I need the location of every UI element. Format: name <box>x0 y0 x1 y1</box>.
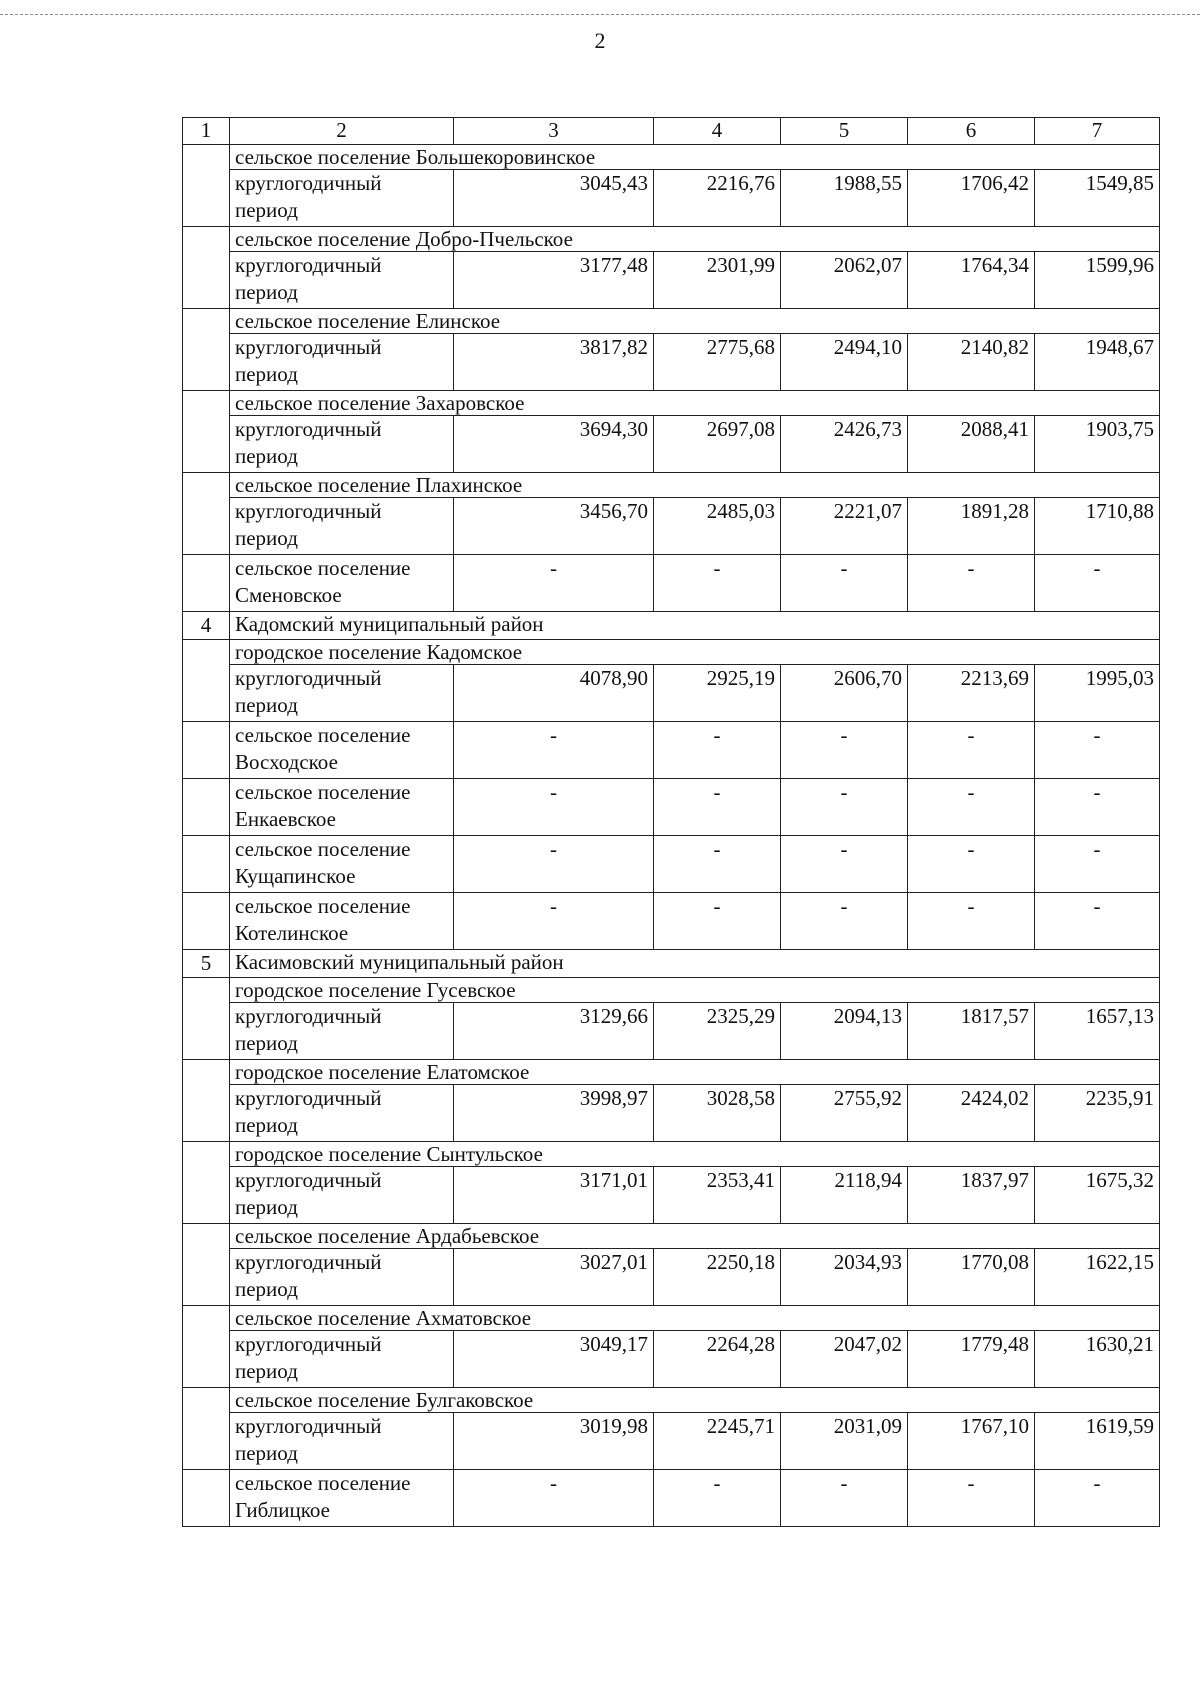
row-number-cell <box>183 391 230 473</box>
row-number-cell <box>183 1060 230 1142</box>
value-cell: 1657,13 <box>1035 1003 1160 1060</box>
settlement-title-row <box>183 227 1160 252</box>
value-cell: 2325,29 <box>654 1003 781 1060</box>
period-label: круглогодичный период <box>230 334 454 391</box>
value-cell: 2494,10 <box>781 334 908 391</box>
period-label: круглогодичный период <box>230 1085 454 1142</box>
settlement-name: сельское поселение Восходское <box>230 722 454 779</box>
value-cell: - <box>1035 722 1160 779</box>
settlement-name: городское поселение Кадомское <box>230 640 1160 665</box>
row-number-cell <box>183 227 230 309</box>
value-cell: - <box>654 836 781 893</box>
value-cell: 1891,28 <box>908 498 1035 555</box>
value-cell: 2424,02 <box>908 1085 1035 1142</box>
value-cell: 3049,17 <box>454 1331 654 1388</box>
settlement-name: городское поселение Сынтульское <box>230 1142 1160 1167</box>
row-number-cell <box>183 1224 230 1306</box>
value-cell: 3817,82 <box>454 334 654 391</box>
settlement-title-row <box>183 1306 1160 1331</box>
value-cell: 3027,01 <box>454 1249 654 1306</box>
value-cell: 2301,99 <box>654 252 781 309</box>
value-cell: 3019,98 <box>454 1413 654 1470</box>
tariff-table <box>182 117 1160 1527</box>
row-number-cell <box>183 473 230 555</box>
value-cell: - <box>781 1470 908 1527</box>
tariff-values-row <box>183 1167 1160 1224</box>
value-cell: - <box>654 555 781 612</box>
value-cell: 1767,10 <box>908 1413 1035 1470</box>
tariff-values-row <box>183 1331 1160 1388</box>
value-cell: 2755,92 <box>781 1085 908 1142</box>
tariff-values-row <box>183 334 1160 391</box>
value-cell: 1622,15 <box>1035 1249 1160 1306</box>
value-cell: 1706,42 <box>908 170 1035 227</box>
settlement-title-row <box>183 1388 1160 1413</box>
value-cell: 2118,94 <box>781 1167 908 1224</box>
column-header: 2 <box>230 118 454 145</box>
value-cell: 2221,07 <box>781 498 908 555</box>
row-number-cell <box>183 145 230 227</box>
value-cell: 2216,76 <box>654 170 781 227</box>
tariff-values-row <box>183 1003 1160 1060</box>
settlement-name: сельское поселение Сменовское <box>230 555 454 612</box>
value-cell: 1948,67 <box>1035 334 1160 391</box>
value-cell: 1630,21 <box>1035 1331 1160 1388</box>
value-cell: - <box>454 893 654 950</box>
value-cell: 2925,19 <box>654 665 781 722</box>
value-cell: - <box>1035 893 1160 950</box>
value-cell: - <box>454 836 654 893</box>
settlement-name: сельское поселение Ардабьевское <box>230 1224 1160 1249</box>
period-label: круглогодичный период <box>230 1167 454 1224</box>
value-cell: 1903,75 <box>1035 416 1160 473</box>
value-cell: 2775,68 <box>654 334 781 391</box>
column-header: 5 <box>781 118 908 145</box>
value-cell: 4078,90 <box>454 665 654 722</box>
value-cell: - <box>1035 555 1160 612</box>
settlement-name: сельское поселение Енкаевское <box>230 779 454 836</box>
value-cell: 1549,85 <box>1035 170 1160 227</box>
settlement-no-data-row <box>183 893 1160 950</box>
value-cell: 1764,34 <box>908 252 1035 309</box>
value-cell: - <box>781 779 908 836</box>
row-number-cell <box>183 1142 230 1224</box>
value-cell: - <box>454 722 654 779</box>
settlement-title-row <box>183 1224 1160 1249</box>
settlement-no-data-row <box>183 722 1160 779</box>
value-cell: 2353,41 <box>654 1167 781 1224</box>
value-cell: 1995,03 <box>1035 665 1160 722</box>
period-label: круглогодичный период <box>230 498 454 555</box>
settlement-name: сельское поселение Булгаковское <box>230 1388 1160 1413</box>
settlement-name: сельское поселение Плахинское <box>230 473 1160 498</box>
value-cell: 2697,08 <box>654 416 781 473</box>
district-row <box>183 950 1160 978</box>
district-name: Касимовский муниципальный район <box>230 950 1160 978</box>
value-cell: - <box>654 722 781 779</box>
value-cell: 2250,18 <box>654 1249 781 1306</box>
value-cell: 3045,43 <box>454 170 654 227</box>
settlement-no-data-row <box>183 1470 1160 1527</box>
settlement-name: сельское поселение Гиблицкое <box>230 1470 454 1527</box>
settlement-name: сельское поселение Большекоровинское <box>230 145 1160 170</box>
value-cell: 2213,69 <box>908 665 1035 722</box>
row-number-cell <box>183 640 230 722</box>
row-number-cell <box>183 555 230 612</box>
row-number-cell <box>183 722 230 779</box>
value-cell: - <box>908 722 1035 779</box>
value-cell: - <box>908 555 1035 612</box>
value-cell: - <box>781 836 908 893</box>
value-cell: - <box>908 1470 1035 1527</box>
period-label: круглогодичный период <box>230 1003 454 1060</box>
settlement-name: сельское поселение Кущапинское <box>230 836 454 893</box>
value-cell: - <box>781 893 908 950</box>
row-number-cell <box>183 1470 230 1527</box>
value-cell: 2245,71 <box>654 1413 781 1470</box>
value-cell: - <box>908 893 1035 950</box>
row-number-cell <box>183 893 230 950</box>
value-cell: 2034,93 <box>781 1249 908 1306</box>
tariff-values-row <box>183 416 1160 473</box>
settlement-no-data-row <box>183 555 1160 612</box>
settlement-title-row <box>183 309 1160 334</box>
value-cell: - <box>654 779 781 836</box>
value-cell: 3129,66 <box>454 1003 654 1060</box>
tariff-values-row <box>183 665 1160 722</box>
value-cell: 2235,91 <box>1035 1085 1160 1142</box>
value-cell: 2485,03 <box>654 498 781 555</box>
column-header: 6 <box>908 118 1035 145</box>
page-number: 2 <box>594 28 606 53</box>
column-header: 4 <box>654 118 781 145</box>
value-cell: 3028,58 <box>654 1085 781 1142</box>
period-label: круглогодичный период <box>230 170 454 227</box>
value-cell: - <box>454 779 654 836</box>
value-cell: 3694,30 <box>454 416 654 473</box>
value-cell: - <box>781 722 908 779</box>
tariff-values-row <box>183 252 1160 309</box>
value-cell: - <box>654 893 781 950</box>
value-cell: 2031,09 <box>781 1413 908 1470</box>
table-header-row <box>183 118 1160 145</box>
column-header: 7 <box>1035 118 1160 145</box>
value-cell: - <box>654 1470 781 1527</box>
settlement-name: городское поселение Гусевское <box>230 978 1160 1003</box>
period-label: круглогодичный период <box>230 1249 454 1306</box>
settlement-no-data-row <box>183 779 1160 836</box>
row-number-cell <box>183 309 230 391</box>
value-cell: - <box>454 555 654 612</box>
district-name: Кадомский муниципальный район <box>230 612 1160 640</box>
value-cell: 1675,32 <box>1035 1167 1160 1224</box>
row-number-cell <box>183 978 230 1060</box>
settlement-title-row <box>183 1142 1160 1167</box>
value-cell: - <box>908 779 1035 836</box>
settlement-title-row <box>183 391 1160 416</box>
value-cell: 2606,70 <box>781 665 908 722</box>
settlement-title-row <box>183 473 1160 498</box>
value-cell: - <box>1035 1470 1160 1527</box>
tariff-values-row <box>183 1085 1160 1142</box>
value-cell: 2088,41 <box>908 416 1035 473</box>
tariff-values-row <box>183 1413 1160 1470</box>
tariff-values-row <box>183 170 1160 227</box>
value-cell: 2094,13 <box>781 1003 908 1060</box>
value-cell: 1619,59 <box>1035 1413 1160 1470</box>
settlement-title-row <box>183 978 1160 1003</box>
settlement-name: сельское поселение Елинское <box>230 309 1160 334</box>
period-label: круглогодичный период <box>230 416 454 473</box>
value-cell: 3456,70 <box>454 498 654 555</box>
settlement-name: сельское поселение Захаровское <box>230 391 1160 416</box>
column-header: 3 <box>454 118 654 145</box>
value-cell: 2426,73 <box>781 416 908 473</box>
value-cell: 1710,88 <box>1035 498 1160 555</box>
tariff-values-row <box>183 498 1160 555</box>
value-cell: 1599,96 <box>1035 252 1160 309</box>
period-label: круглогодичный период <box>230 252 454 309</box>
value-cell: 2264,28 <box>654 1331 781 1388</box>
value-cell: 1770,08 <box>908 1249 1035 1306</box>
value-cell: 3177,48 <box>454 252 654 309</box>
row-number-cell <box>183 779 230 836</box>
settlement-name: сельское поселение Ахматовское <box>230 1306 1160 1331</box>
value-cell: - <box>908 836 1035 893</box>
settlement-name: сельское поселение Добро-Пчельское <box>230 227 1160 252</box>
value-cell: - <box>781 555 908 612</box>
row-number-cell <box>183 1306 230 1388</box>
settlement-name: сельское поселение Котелинское <box>230 893 454 950</box>
settlement-no-data-row <box>183 836 1160 893</box>
period-label: круглогодичный период <box>230 1413 454 1470</box>
value-cell: - <box>1035 779 1160 836</box>
value-cell: 1779,48 <box>908 1331 1035 1388</box>
value-cell: 2062,07 <box>781 252 908 309</box>
value-cell: 1988,55 <box>781 170 908 227</box>
value-cell: 1817,57 <box>908 1003 1035 1060</box>
tariff-values-row <box>183 1249 1160 1306</box>
district-row <box>183 612 1160 640</box>
row-number-cell: 4 <box>183 612 230 640</box>
value-cell: 2047,02 <box>781 1331 908 1388</box>
value-cell: 2140,82 <box>908 334 1035 391</box>
row-number-cell <box>183 836 230 893</box>
value-cell: - <box>1035 836 1160 893</box>
period-label: круглогодичный период <box>230 1331 454 1388</box>
value-cell: 1837,97 <box>908 1167 1035 1224</box>
row-number-cell: 5 <box>183 950 230 978</box>
scan-top-edge-line <box>0 14 1200 19</box>
settlement-title-row <box>183 145 1160 170</box>
settlement-title-row <box>183 1060 1160 1085</box>
settlement-name: городское поселение Елатомское <box>230 1060 1160 1085</box>
row-number-cell <box>183 1388 230 1470</box>
value-cell: - <box>454 1470 654 1527</box>
settlement-title-row <box>183 640 1160 665</box>
value-cell: 3171,01 <box>454 1167 654 1224</box>
period-label: круглогодичный период <box>230 665 454 722</box>
value-cell: 3998,97 <box>454 1085 654 1142</box>
column-header: 1 <box>183 118 230 145</box>
